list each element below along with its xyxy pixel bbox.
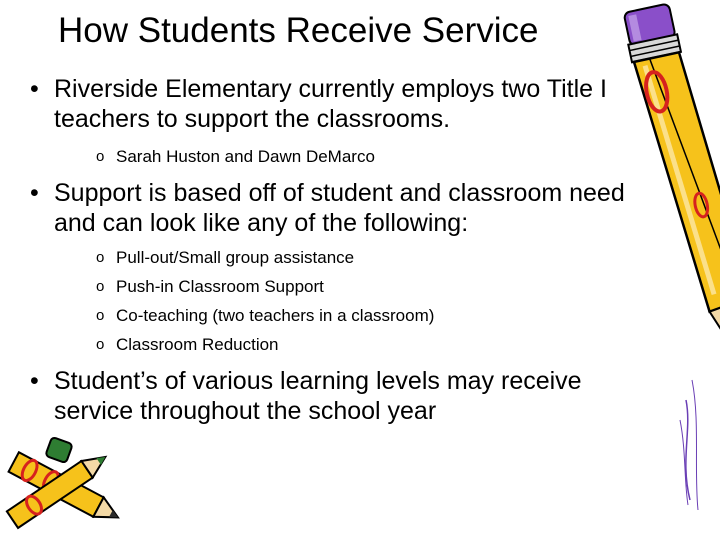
bullet-item-2 bbox=[30, 178, 654, 238]
sub-item bbox=[96, 330, 279, 359]
bullet-marker: • bbox=[30, 179, 39, 207]
sub-text: Push-in Classroom Support bbox=[116, 277, 324, 296]
sub-marker: o bbox=[96, 336, 105, 353]
sub-item bbox=[96, 142, 375, 171]
bullet-item-3 bbox=[30, 366, 654, 426]
bullet-text: Support is based off of student and classroom need and can look like any of the following: bbox=[54, 179, 625, 237]
pencils-icon bbox=[0, 440, 130, 540]
sub-item bbox=[96, 301, 434, 330]
sub-text: Co-teaching (two teachers in a classroom) bbox=[116, 306, 435, 325]
sub-text: Classroom Reduction bbox=[116, 335, 279, 354]
slide-title: How Students Receive Service bbox=[58, 11, 539, 50]
sub-item bbox=[96, 272, 324, 301]
sub-marker: o bbox=[96, 278, 105, 295]
bullet-item-1 bbox=[30, 74, 654, 134]
pencil-icon bbox=[600, 0, 720, 520]
bullet-text: Student’s of various learning levels may receive service throughout the school year bbox=[54, 367, 582, 425]
bullet-marker: • bbox=[30, 367, 39, 395]
sub-marker: o bbox=[96, 249, 105, 266]
sub-item bbox=[96, 243, 354, 272]
bullet-marker: • bbox=[30, 75, 39, 103]
sub-text: Pull-out/Small group assistance bbox=[116, 248, 355, 267]
sub-text: Sarah Huston and Dawn DeMarco bbox=[116, 147, 375, 166]
bullet-text: Riverside Elementary currently employs two Title I teachers to support the classrooms. bbox=[54, 75, 607, 133]
sub-marker: o bbox=[96, 307, 105, 324]
sub-marker: o bbox=[96, 148, 105, 165]
